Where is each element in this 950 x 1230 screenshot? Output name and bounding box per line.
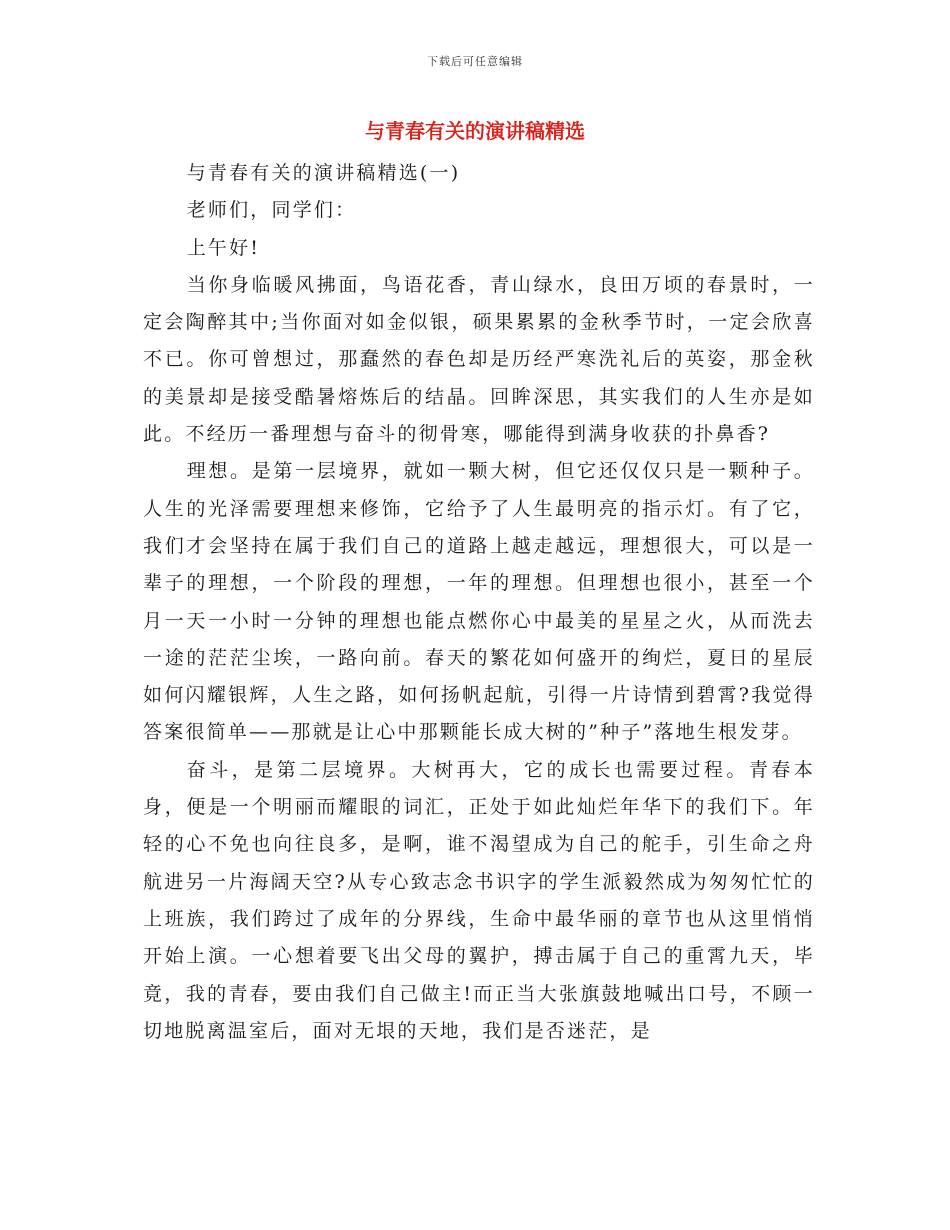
page-header-note: 下载后可任意编辑 [427,55,523,68]
salutation-paragraph: 老师们，同学们： [186,199,357,222]
document-title: 与青春有关的演讲稿精选 [365,119,585,143]
body-paragraph: 当你身临暖风拂面，鸟语花香，青山绿水，良田万顷的春景时，一定会陶醉其中;当你面对如金似银，硕果累累的金秋季节时，一定会欣喜不已。你可曾想过，那蠢然的春色却是历经严寒洗礼后的英姿，那金秋的美景却是接受酷暑熔炼后的结晶。回眸深思，其实我们的人生亦是如此。不经历一番理想与奋斗的彻骨寒，哪能得到满身收获的扑鼻香? [143,273,815,446]
subtitle-paragraph: 与青春有关的演讲稿精选(一) [186,162,461,184]
body-paragraph: 奋斗，是第二层境界。大树再大，它的成长也需要过程。青春本身，便是一个明丽而耀眼的词汇，正处于如此灿烂年华下的我们下。年轻的心不免也向往良多，是啊，谁不渴望成为自己的舵手，引生命之舟航进另一片海阔天空?从专心致志念书识字的学生派毅然成为匆匆忙忙的上班族，我们跨过了成年的分界线，生命中最华丽的章节也从这里悄悄开始上演。一心想着要飞出父母的翼护，搏击属于自己的重霄九天，毕竟，我的青春，要由我们自己做主!而正当大张旗鼓地喊出口号，不顾一切地脱离温室后，面对无垠的天地，我们是否迷茫，是 [143,758,815,1042]
body-paragraph: 理想。是第一层境界，就如一颗大树，但它还仅仅只是一颗种子。人生的光泽需要理想来修饰，它给予了人生最明亮的指示灯。有了它，我们才会坚持在属于我们自己的道路上越走越远，理想很大，可以是一辈子的理想，一个阶段的理想，一年的理想。但理想也很小，甚至一个月一天一小时一分钟的理想也能点燃你心中最美的星星之火，从而洗去一途的茫茫尘埃，一路向前。春天的繁花如何盛开的绚烂，夏日的星辰如何闪耀银辉，人生之路，如何扬帆起航，引得一片诗情到碧霄?我觉得答案很简单——那就是让心中那颗能长成大树的”种子”落地生根发芽。 [143,460,815,744]
greeting-paragraph: 上午好! [186,236,261,259]
document-body [143,155,815,1050]
